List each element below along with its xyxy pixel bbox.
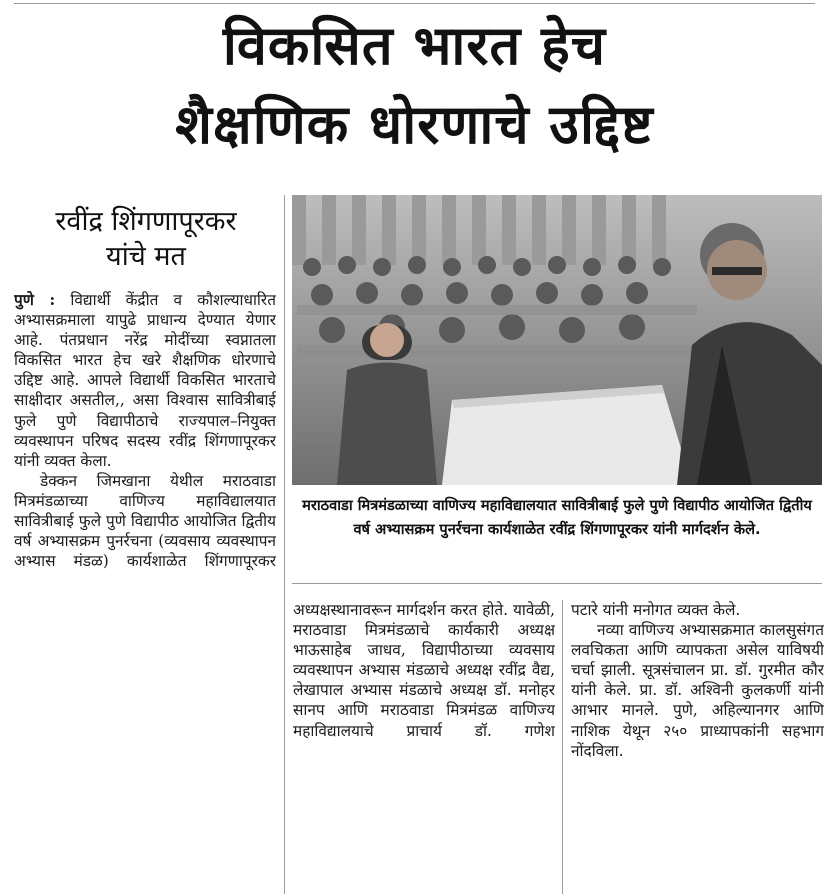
paragraph-1: विद्यार्थी केंद्रीत व कौशल्याधारित अभ्यासक्रमाला यापुढे प्राधान्य देण्यात येणार आहे. पंतप्रधान नरेंद्र मोदींच्या स्वप्नातला विकसित भारत हेच खरे शैक्षणिक धोरणाचे उद्दिष्ट आहे. आपले विद्यार्थी विकसित भारताचे साक्षीदार असतील,, असा विश्वास सावित्रीबाई फुले पुणे विद्यापीठाचे राज्यपाल–नियुक्त व्यवस्थापन परिषद सदस्य रवींद्र शिंगणापूरकर यांनी व्यक्त केला. <box>14 291 276 470</box>
article-column-2 <box>293 600 555 894</box>
event-photo <box>292 195 822 485</box>
column-divider-right <box>562 600 563 894</box>
byline-subtitle: यांचे मत <box>106 241 186 272</box>
paragraph-4: पटारे यांनी मनोगत व्यक्त केले. <box>571 601 741 619</box>
paragraph-2: डेक्कन जिमखाना येथील मराठवाडा मित्रमंडळाच्या वाणिज्य महाविद्यालयात सावित्रीबाई फुले पुणे विद्यापीठ आयोजित द्वितीय वर्ष अभ्यासक्रम पुनर्रचना (व्यवसाय व्यवस्थापन अभ्यास मंडळ) कार्यशाळेत शिंगणापूरकर <box>14 471 276 571</box>
article-column-1 <box>14 290 276 894</box>
paragraph-5: नव्या वाणिज्य अभ्यासक्रमात कालसुसंगत लवचिकता आणि व्यापकता असेल याविषयी चर्चा झाली. सूत्रसंचालन प्रा. डॉ. गुरमीत कौर यांनी केले. प्रा. डॉ. अश्विनी कुलकर्णी यांनी आभार मानले. पुणे, अहिल्यानगर आणि नाशिक येथून २५० प्राध्यापकांनी सहभाग नोंदविला. <box>571 621 824 760</box>
dateline: पुणे : <box>14 291 56 309</box>
top-rule <box>14 3 815 4</box>
column-divider-left <box>284 195 285 894</box>
paragraph-3: अध्यक्षस्थानावरून मार्गदर्शन करत होते. यावेळी, मराठवाडा मित्रमंडळाचे कार्यकारी अध्यक्ष भाऊसाहेब जाधव, विद्यापीठाच्या व्यवसाय व्यवस्थापन अभ्यास मंडळाचे अध्यक्ष रवींद्र वैद्य, लेखापाल अभ्यास मंडळाचे अध्यक्ष डॉ. मनोहर सानप आणि मराठवाडा मित्रमंडळ वाणिज्य महाविद्यालयाचे प्राचार्य डॉ. गणेश <box>293 601 555 740</box>
photo-caption: मराठवाडा मित्रमंडळाच्या वाणिज्य महाविद्यालयात सावित्रीबाई फुले पुणे विद्यापीठ आयोजित द्वितीय वर्ष अभ्यासक्रम पुनर्रचना कार्यशाळेत रवींद्र शिंगणापूरकर यांनी मार्गदर्शन केले. <box>302 497 812 538</box>
headline-line-1: विकसित भारत हेच <box>222 14 607 77</box>
headline-line-2: शैक्षणिक धोरणाचे उद्दिष्ट <box>175 93 654 156</box>
article-column-3 <box>571 600 824 894</box>
byline-name: रवींद्र शिंगणापूरकर <box>55 206 237 237</box>
caption-divider <box>292 583 822 584</box>
